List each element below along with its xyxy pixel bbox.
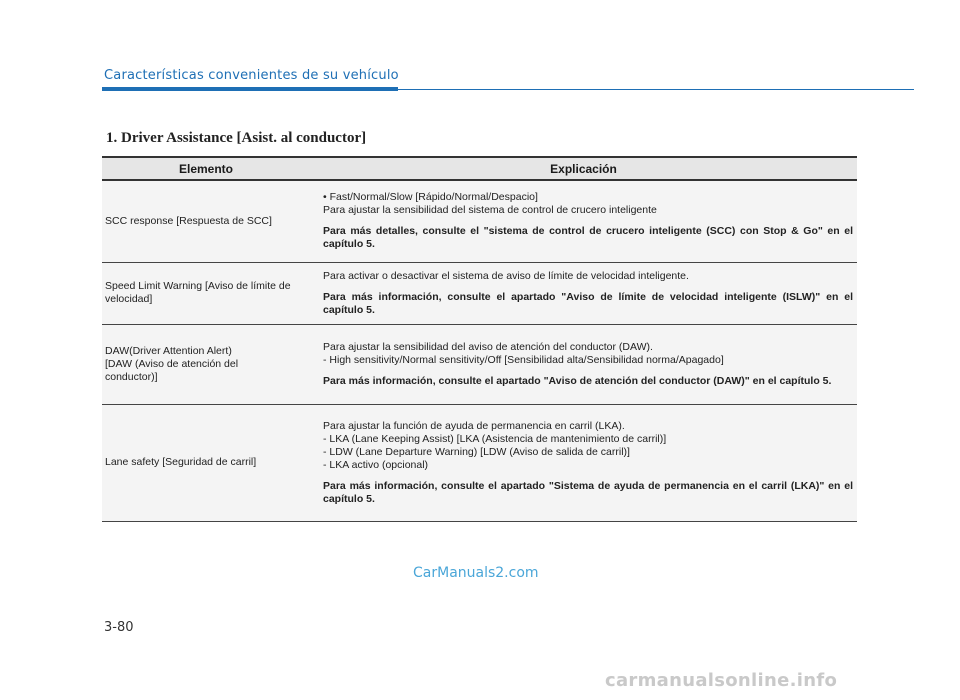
row-explanation-cell (310, 324, 857, 404)
table-header-row (102, 157, 857, 180)
section-title: Características convenientes de su vehículo (104, 68, 399, 83)
page-number: 3-80 (104, 620, 134, 635)
row-explanation-cell (310, 262, 857, 324)
row-element-cell (102, 324, 310, 404)
watermark-carmanualsonline: carmanualsonline.info (605, 670, 838, 691)
table-row (102, 262, 857, 324)
table-row (102, 324, 857, 404)
explanation-note: Para más información, consulte el apartado "Sistema de ayuda de permanencia en el carril (LKA)" en el capítulo 5. (323, 479, 853, 505)
row-element-cell (102, 180, 310, 262)
section-header (102, 66, 914, 92)
explanation-note: Para más información, consulte el apartado "Aviso de atención del conductor (DAW)" en el capítulo 5. (323, 374, 832, 387)
column-header-explanation: Explicación (310, 157, 857, 180)
explanation-note: Para más detalles, consulte el "sistema de control de crucero inteligente (SCC) con Stop & Go" en el capítulo 5. (323, 225, 853, 251)
row-explanation-cell (310, 404, 857, 521)
page-heading: 1. Driver Assistance [Asist. al conductor] (106, 130, 367, 146)
header-rule (398, 89, 914, 90)
explanation-line: • Fast/Normal/Slow [Rápido/Normal/Despacio] (323, 191, 538, 204)
explanation-line: Para ajustar la sensibilidad del sistema de control de crucero inteligente (323, 204, 657, 217)
explanation-line: - LDW (Lane Departure Warning) [LDW (Aviso de salida de carril)] (323, 445, 630, 458)
element-label: Speed Limit Warning [Aviso de límite de velocidad] (105, 280, 291, 305)
explanation-line: - High sensitivity/Normal sensitivity/Off [Sensibilidad alta/Sensibilidad norma/Apagado] (323, 353, 724, 366)
explanation-line: Para ajustar la función de ayuda de permanencia en carril (LKA). (323, 419, 625, 432)
row-element-cell (102, 404, 310, 521)
explanation-line: - LKA activo (opcional) (323, 458, 429, 471)
element-label: SCC response [Respuesta de SCC] (105, 214, 272, 227)
element-label-line: conductor)] (105, 370, 158, 383)
element-label-line: DAW(Driver Attention Alert) (105, 344, 232, 357)
row-element-cell (102, 262, 310, 324)
column-header-element: Elemento (102, 157, 310, 180)
watermark-carmanuals2: CarManuals2.com (413, 565, 539, 581)
element-label-line: [DAW (Aviso de atención del (105, 357, 239, 370)
explanation-line: Para activar o desactivar el sistema de aviso de límite de velocidad inteligente. (323, 269, 689, 282)
settings-table (102, 156, 857, 522)
element-label: Lane safety [Seguridad de carril] (105, 456, 257, 468)
row-explanation-cell (310, 180, 857, 262)
table-row (102, 180, 857, 262)
table-row (102, 404, 857, 521)
explanation-line: Para ajustar la sensibilidad del aviso de atención del conductor (DAW). (323, 340, 653, 353)
explanation-line: - LKA (Lane Keeping Assist) [LKA (Asistencia de mantenimiento de carril)] (323, 432, 667, 445)
explanation-note: Para más información, consulte el apartado "Aviso de límite de velocidad inteligente (ISLW)" en el capítulo 5. (323, 290, 853, 316)
header-accent-bar (102, 87, 398, 91)
